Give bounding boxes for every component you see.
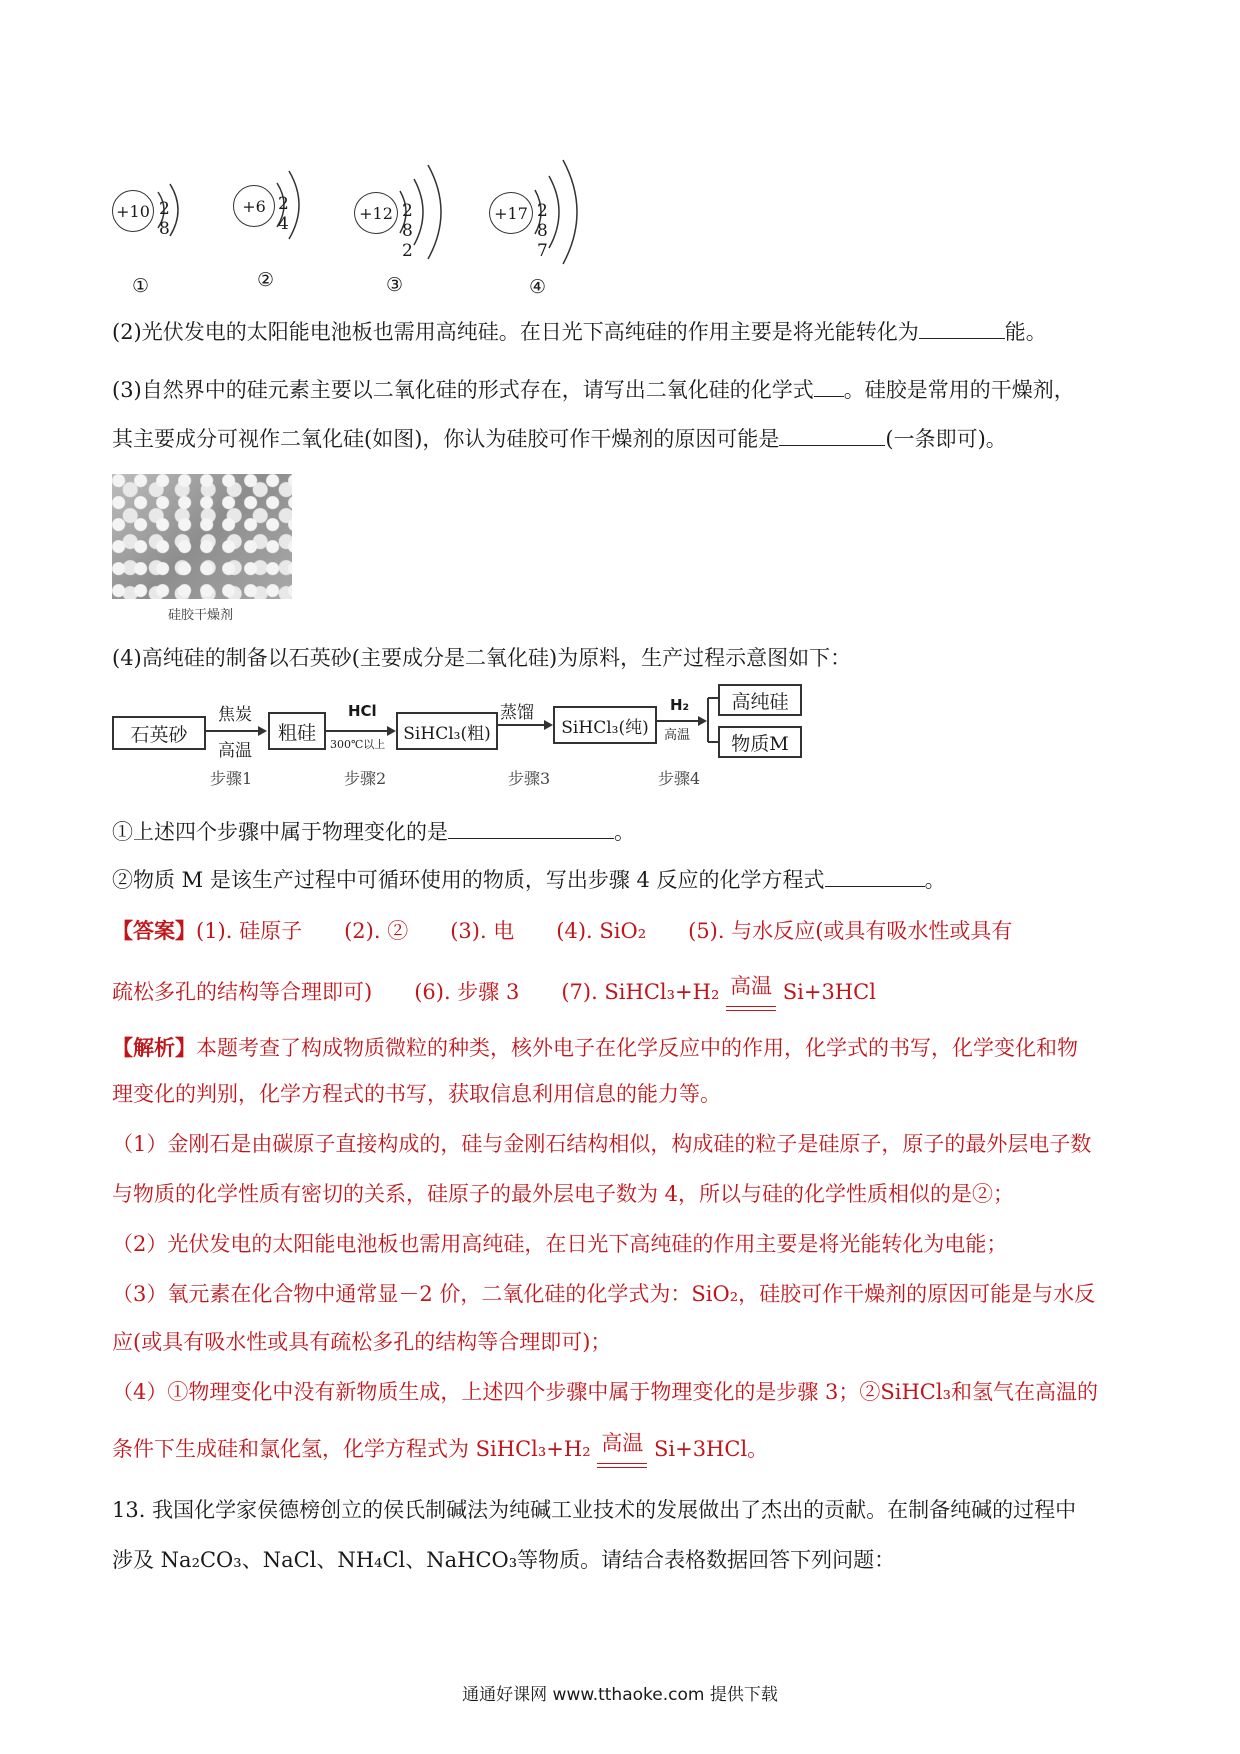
electron-shells bbox=[271, 165, 311, 245]
analysis-text: 条件下生成硅和氯化氢，化学方程式为 SiHCl₃+H₂ bbox=[112, 1437, 591, 1461]
step-label-3: 步骤3 bbox=[508, 769, 551, 788]
condition-h2: H₂ bbox=[670, 696, 690, 714]
shell-electrons: 2 8 7 bbox=[537, 201, 548, 261]
question-2-text: (2)光伏发电的太阳能电池板也需用高纯硅。在日光下高纯硅的作用主要是将光能转化为 bbox=[112, 320, 919, 344]
answer-line-1 bbox=[112, 917, 1012, 945]
answer-blank[interactable] bbox=[825, 866, 925, 887]
analysis-line-4 bbox=[112, 1180, 1014, 1208]
answer-line-2 bbox=[112, 974, 876, 1006]
shell-electrons: 2 8 2 bbox=[402, 201, 413, 261]
analysis-label: 【解析】 bbox=[112, 1035, 196, 1060]
reaction-condition bbox=[597, 1431, 647, 1463]
question-3-tail: 。硅胶是常用的干燥剂， bbox=[843, 378, 1075, 402]
photo-caption: 硅胶干燥剂 bbox=[168, 608, 234, 623]
question-3-text: 其主要成分可视作二氧化硅(如图)，你认为硅胶可作干燥剂的原因可能是 bbox=[112, 427, 780, 451]
question-4 bbox=[112, 644, 851, 672]
analysis-line-2 bbox=[112, 1080, 721, 1108]
condition-high-temp-2: 高温 bbox=[664, 728, 691, 743]
question-2-tail: 能。 bbox=[1004, 320, 1047, 344]
analysis-line-1 bbox=[112, 1034, 1078, 1062]
reaction-condition bbox=[726, 974, 776, 1006]
sihcl3-pure-box: SiHCl₃(纯) bbox=[553, 706, 657, 744]
question-3-tail: (一条即可)。 bbox=[885, 427, 1007, 451]
condition-text: 高温 bbox=[730, 974, 773, 998]
branch-lines bbox=[706, 696, 718, 746]
question-13-text: 涉及 Na₂CO₃、NaCl、NH₄Cl、NaHCO₃等物质。请结合表格数据回答下列问题： bbox=[112, 1548, 896, 1572]
arrow-step-1 bbox=[205, 730, 265, 732]
analysis-text: （3）氧元素在化合物中通常显－2 价，二氧化硅的化学式为：SiO₂，硅胶可作干燥剂的原因可能是与水反 bbox=[112, 1282, 1096, 1306]
analysis-line-3 bbox=[112, 1130, 1091, 1158]
arrow-step-4 bbox=[655, 720, 705, 722]
answer-blank[interactable] bbox=[814, 376, 844, 397]
analysis-line-9 bbox=[112, 1431, 769, 1463]
question-4-text: (4)高纯硅的制备以石英砂(主要成分是二氧化硅)为原料，生产过程示意图如下： bbox=[112, 646, 852, 670]
atom-nucleus: +17 bbox=[489, 192, 533, 234]
atom-nucleus: +12 bbox=[354, 192, 398, 234]
analysis-text: （2）光伏发电的太阳能电池板也需用高纯硅，在日光下高纯硅的作用主要是将光能转化为电能； bbox=[112, 1232, 1008, 1256]
atom-nucleus: +10 bbox=[112, 190, 154, 232]
analysis-line-8 bbox=[112, 1378, 1098, 1406]
atom-label: ③ bbox=[386, 274, 404, 296]
answer-text: Si+3HCl bbox=[782, 980, 876, 1004]
answer-text: 疏松多孔的结构等合理即可) (6). 步骤 3 (7). SiHCl₃+H₂ bbox=[112, 980, 720, 1004]
atom-nucleus: +6 bbox=[233, 185, 275, 227]
atom-label: ① bbox=[132, 275, 150, 297]
condition-300c: 300℃以上 bbox=[330, 738, 386, 751]
analysis-text: 与物质的化学性质有密切的关系，硅原子的最外层电子数为 4，所以与硅的化学性质相似的是②； bbox=[112, 1182, 1015, 1206]
condition-high-temp: 高温 bbox=[218, 741, 252, 761]
answer-blank[interactable] bbox=[919, 318, 1005, 339]
question-3-line-2 bbox=[112, 425, 1007, 453]
condition-coke: 焦炭 bbox=[218, 705, 252, 725]
analysis-text: （1）金刚石是由碳原子直接构成的，硅与金刚石结构相似，构成硅的粒子是硅原子，原子的最外层电子数 bbox=[112, 1132, 1092, 1156]
shell-electrons: 2 4 bbox=[278, 194, 289, 234]
question-13-line-1 bbox=[112, 1496, 1076, 1524]
condition-distill: 蒸馏 bbox=[500, 703, 534, 723]
analysis-line-6 bbox=[112, 1280, 1095, 1308]
question-3-text: (3)自然界中的硅元素主要以二氧化硅的形式存在，请写出二氧化硅的化学式 bbox=[112, 378, 814, 402]
step-label-1: 步骤1 bbox=[210, 769, 253, 788]
analysis-text: 应(或具有吸水性或具有疏松多孔的结构等合理即可)； bbox=[112, 1330, 612, 1354]
arrow-step-3 bbox=[496, 724, 551, 726]
atom-label: ④ bbox=[529, 276, 547, 298]
crude-si-box: 粗硅 bbox=[268, 712, 326, 750]
question-13-line-2 bbox=[112, 1546, 895, 1574]
answer-label: 【答案】 bbox=[112, 918, 196, 943]
question-4-2-text: ②物质 M 是该生产过程中可循环使用的物质，写出步骤 4 反应的化学方程式 bbox=[112, 868, 825, 892]
question-4-2-tail: 。 bbox=[924, 868, 946, 892]
atom-label: ② bbox=[257, 269, 275, 291]
question-3-line-1 bbox=[112, 376, 1075, 404]
question-4-1-text: ①上述四个步骤中属于物理变化的是 bbox=[112, 820, 448, 844]
step-label-4: 步骤4 bbox=[658, 769, 701, 788]
electron-shells bbox=[152, 180, 192, 240]
analysis-line-7 bbox=[112, 1328, 611, 1356]
question-4-2 bbox=[112, 866, 946, 894]
quartz-sand-box: 石英砂 bbox=[112, 716, 206, 750]
analysis-text: 理变化的判别，化学方程式的书写，获取信息利用信息的能力等。 bbox=[112, 1082, 721, 1106]
step-label-2: 步骤2 bbox=[344, 769, 387, 788]
condition-text: 高温 bbox=[601, 1431, 644, 1455]
analysis-text: 本题考查了构成物质微粒的种类，核外电子在化学反应中的作用，化学式的书写，化学变化和物 bbox=[196, 1036, 1078, 1060]
question-4-1 bbox=[112, 818, 635, 846]
question-13-text: 13. 我国化学家侯德榜创立的侯氏制碱法为纯碱工业技术的发展做出了杰出的贡献。在制备纯碱的过程中 bbox=[112, 1498, 1077, 1522]
answer-blank[interactable] bbox=[448, 818, 614, 839]
analysis-text: （4）①物理变化中没有新物质生成，上述四个步骤中属于物理变化的是步骤 3；②SiHCl₃和氢气在高温的 bbox=[112, 1380, 1099, 1404]
sihcl3-crude-box: SiHCl₃(粗) bbox=[396, 712, 498, 750]
question-2 bbox=[112, 318, 1047, 346]
answer-blank[interactable] bbox=[779, 425, 885, 446]
answer-text: (1). 硅原子 (2). ② (3). 电 (4). SiO₂ (5). 与水反应(或具有吸水性或具有 bbox=[196, 919, 1013, 943]
arrow-step-2 bbox=[324, 730, 394, 732]
question-4-1-tail: 。 bbox=[614, 820, 635, 844]
analysis-line-5 bbox=[112, 1230, 1007, 1258]
page-footer: 通通好课网 www.tthaoke.com 提供下载 bbox=[462, 1685, 778, 1705]
silica-gel-photo bbox=[112, 474, 292, 599]
pure-si-box: 高纯硅 bbox=[718, 684, 802, 716]
analysis-text: Si+3HCl。 bbox=[654, 1437, 769, 1461]
substance-m-box: 物质M bbox=[718, 726, 802, 758]
shell-electrons: 2 8 bbox=[159, 199, 170, 239]
condition-hcl: HCl bbox=[348, 702, 377, 720]
